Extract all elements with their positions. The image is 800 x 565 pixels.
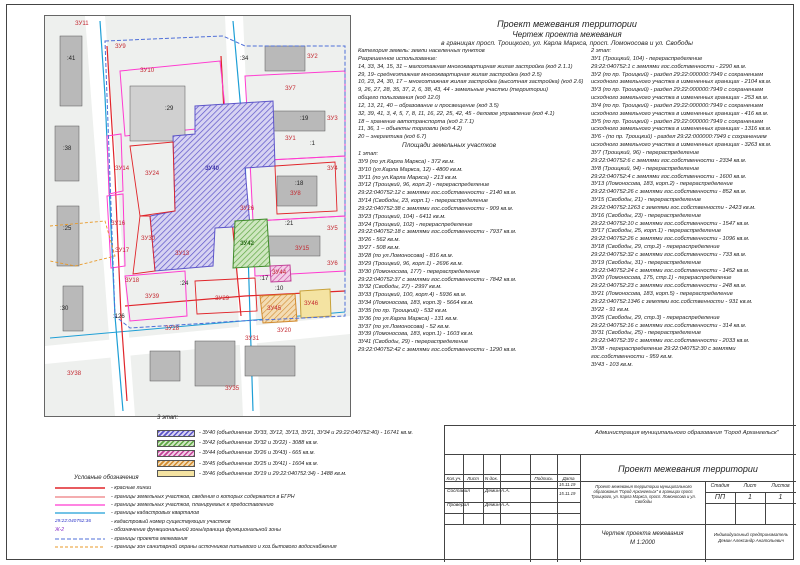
stage2-line: 29:22:040752:24 с землями гос.собственности - 1452 кв.м. xyxy=(591,267,750,274)
legend-label: - границы зон санитарной охраны источников питьевого и хоз.бытового водоснабжения xyxy=(111,543,337,550)
stage1-line: 29:22:040752:18 с землями гос.собственности - 7937 кв.м. xyxy=(358,229,517,236)
stage2-title: 2 этап: xyxy=(591,48,612,54)
stage2-line: ЗУ7 (Троицкий, 96) - перераспределение xyxy=(591,149,700,156)
map-label: :30 xyxy=(60,306,69,312)
legend-item xyxy=(55,518,337,526)
stage2-line: ЗУ43 - 103 кв.м. xyxy=(591,361,634,368)
table-header: Лист xyxy=(467,476,479,481)
stage2-line: ЗУ16 (Свободы, 23) - перераспределение xyxy=(591,212,702,219)
legend-zone-symbol: Ж-2 xyxy=(55,527,65,534)
drawing-sheet xyxy=(6,4,794,560)
legend-label: - кадастровый номер существующих участков xyxy=(111,518,231,525)
building xyxy=(265,46,305,71)
legend-label: - красные линии xyxy=(111,485,152,492)
cadastral-map[interactable] xyxy=(44,15,351,417)
map-label: :34 xyxy=(240,56,249,62)
legend-item xyxy=(55,501,337,509)
map-label: ЗУ5 xyxy=(327,226,338,232)
stage3-item xyxy=(157,428,413,438)
author: Индивидуальный предприниматель Демин Александр Анатольевич xyxy=(713,532,789,543)
map-label: ЗУ38 xyxy=(67,371,82,377)
map-label: ЗУ42 xyxy=(240,241,254,247)
stage2-line: 29:22:040752:1346 с землями гос.собственности - 931 кв.м. xyxy=(591,299,753,305)
map-label: :38 xyxy=(63,146,72,152)
map-label: ЗУ29 xyxy=(215,296,230,302)
stage1-line: ЗУ28 (по ул.Ломоносова) - 816 кв.м. xyxy=(358,252,454,259)
legend-item xyxy=(55,526,337,534)
legend-label: - границы проекта межевания xyxy=(111,535,188,542)
stage2-line: ЗУ38 - перераспределение 29:22:040752:30 с землями xyxy=(591,346,736,353)
legend-item xyxy=(55,509,337,517)
map-label: ЗУ17 xyxy=(115,248,130,254)
sheets-value: 1 xyxy=(778,494,783,501)
legend-sanitary-zone-symbol xyxy=(55,544,105,550)
stage2-line: 29:22:040752:23 с землями гос.собственности - 248 кв.м. xyxy=(591,283,747,290)
stage1-line: ЗУ41 (Свободы, 29) - перераспределение xyxy=(358,339,469,346)
stage1-line: ЗУ9 (по ул.Карла Маркса) - 372 кв.м. xyxy=(358,158,455,165)
legend-item xyxy=(55,543,337,551)
map-label: ЗУ28 xyxy=(165,326,180,332)
stage1-line: ЗУ10 (ул.Карла Маркса, 12) - 4800 кв.м. xyxy=(358,166,463,173)
legend-label: - границы земельных участков, планируемых к предоставлению xyxy=(111,501,274,508)
swatch-zu44 xyxy=(157,450,195,457)
stage2-line: ЗУ15 (Свободы, 21) - перераспределение xyxy=(591,197,702,204)
map-label: ЗУ20 xyxy=(277,328,292,334)
stage2-line: ЗУ19 (Свободы, 31) - перераспределение xyxy=(591,259,702,266)
map-label: ЗУ15 xyxy=(295,246,310,252)
map-label: :17 xyxy=(260,276,269,282)
plan-location: в границах просп. Троицкого, ул. Карла Маркса, просп. Ломоносова и ул. Свободы xyxy=(441,40,693,47)
map-label: ЗУ18 xyxy=(125,278,140,284)
map-label: ЗУ7 xyxy=(285,86,296,92)
swatch-zu40 xyxy=(157,430,195,437)
stage2-line: исходного земельного участка в измененных границах - 1316 кв.м. xyxy=(591,126,772,133)
stage2-line: ЗУ22 - 91 кв.м. xyxy=(591,306,630,313)
building xyxy=(245,346,295,376)
stage2-line: ЗУ3 (по пр. Троицкий) - раздел 29:22:000000:7949 с сохранением xyxy=(591,87,764,94)
stage2-line: 29:22:040752:4 с землями гос.собственности - 1600 кв.м. xyxy=(591,173,747,180)
project-name: Проект межевания территории xyxy=(618,464,758,474)
areas-title: Площади земельных участков xyxy=(402,142,497,149)
swatch-zu42 xyxy=(157,440,195,447)
legend-item xyxy=(55,492,337,500)
table-header: Подпись xyxy=(534,476,553,481)
checked-name: Демин А.А. xyxy=(485,503,510,508)
land-category-line: 12, 13, 21, 40 – образование и просвещение (код 3.5) xyxy=(358,102,499,109)
map-label: ЗУ26 xyxy=(240,206,255,212)
stage3-label: - ЗУ42 (объединение ЗУ32 и ЗУ22) - 3088 кв.м. xyxy=(199,440,319,447)
stage2-list xyxy=(591,48,772,370)
stage3-item xyxy=(157,459,413,469)
map-label: ЗУ6 xyxy=(327,261,338,267)
legend-cadastral-number-symbol: 29:22:040752:36 xyxy=(55,518,92,524)
legend-label: - обозначение функциональной зоны/граница функциональной зоны xyxy=(111,527,281,534)
plan-title: Проект межевания территории xyxy=(497,19,637,29)
stage2-line: гос.собственности - 959 кв.м. xyxy=(591,353,674,360)
plan-title-block xyxy=(357,19,777,47)
land-category-line: 9, 26, 27, 28, 35, 37, 2, 6, 38, 43, 44 - земельные участки (территории) xyxy=(358,87,549,94)
stage1-line: ЗУ37 (по ул.Ломоносова) - 52 кв.м. xyxy=(358,323,451,330)
stage1-line: 29:22:040752:38 с землями гос.собственности - 909 кв.м. xyxy=(358,205,514,212)
map-label: ЗУ46 xyxy=(304,301,319,307)
stage2-line: ЗУ6 - (по пр. Троицкий) - раздел 29:22:000000:7949 с сохранением xyxy=(591,134,767,141)
stage3-item xyxy=(157,469,413,479)
title-block xyxy=(444,425,796,562)
legend-item xyxy=(55,534,337,542)
land-category-line: 20 – энергетика (код 6.7) xyxy=(358,134,427,141)
building xyxy=(55,126,79,181)
stage2-line: ЗУ4 (по пр. Троицкий) - раздел 29:22:000000:7949 с сохранением xyxy=(591,102,764,109)
organization-name: Администрация муниципального образования "Город Архангельск" xyxy=(595,430,779,436)
stage3-item xyxy=(157,438,413,448)
stage2-line: 29:22:040752:10 с землями гос.собственности - 1547 кв.м. xyxy=(591,220,750,227)
stage1-line: ЗУ11 (по ул.Карла Маркса) - 213 кв.м. xyxy=(358,174,458,181)
map-label: ЗУ1 xyxy=(285,136,296,142)
stage2-line: ЗУ25 (Свободы, 29, стр.3) - перераспределение xyxy=(591,314,720,321)
map-label: :126 xyxy=(113,314,125,320)
plan-subtitle: Чертеж проекта межевания xyxy=(512,30,622,39)
table-header: Дата xyxy=(562,476,575,481)
stage2-line: 29:22:040752:39 с землями гос.собственности - 2033 кв.м. xyxy=(591,338,750,345)
stage1-line: ЗУ39 (Ломоносова, 183, корп.1) - 1603 кв.м. xyxy=(358,331,474,338)
stage1-line: ЗУ34 (Ломоносова, 183, корп.3) - 5664 кв.м. xyxy=(358,300,474,307)
map-label: ЗУ2 xyxy=(307,54,318,60)
stage2-line: исходного земельного участка в измененных границах - 253 кв.м. xyxy=(591,95,769,102)
stage-value: ПП xyxy=(714,494,726,501)
stage3-label: - ЗУ46 (объединение ЗУ19 и 29:22:040752:34) - 1488 кв.м. xyxy=(199,470,347,477)
swatch-zu45 xyxy=(157,460,195,467)
map-label: ЗУ30 xyxy=(141,236,156,242)
checked-label: Проверил xyxy=(447,503,469,508)
stage1-line: ЗУ27 - 508 кв.м. xyxy=(358,245,401,252)
stage2-line: 29:22:040752:26 с землями гос.собственности - 1096 кв.м. xyxy=(591,236,750,243)
stage1-line: ЗУ23 (Троицкий, 104) - 6411 кв.м. xyxy=(358,213,446,220)
legend-red-line-symbol xyxy=(55,485,105,491)
map-label: :25 xyxy=(63,226,72,232)
legend-planned-boundary-symbol xyxy=(55,502,105,508)
stage1-line: ЗУ24 (Троицкий, 102) - перераспределение xyxy=(358,221,473,228)
stage1-line: ЗУ32 (Свободы, 27) - 2997 кв.м. xyxy=(358,284,442,291)
legend-label: - границы земельных участков, сведения о которых содержатся в ЕГРН xyxy=(111,493,295,500)
map-label: :41 xyxy=(67,56,76,62)
map-label: ЗУ14 xyxy=(115,166,130,172)
stage2-line: исходного земельного участка в измененных границах - 2104 кв.м. xyxy=(591,79,772,86)
stage1-line: ЗУ36 (по ул.Карла Маркса) - 131 кв.м. xyxy=(358,315,459,322)
map-label: ЗУ11 xyxy=(75,21,89,27)
map-label: :1 xyxy=(310,141,316,147)
building xyxy=(195,341,235,386)
compiled-label: Составил xyxy=(447,489,471,494)
map-label: ЗУ35 xyxy=(225,386,240,392)
stage1-line: ЗУ26 - 562 кв.м. xyxy=(358,237,401,244)
stage2-line: исходного земельного участка в измененных границах - 416 кв.м. xyxy=(591,110,769,117)
stage2-line: 29:22:040752:32 с землями гос.собственности - 733 кв.м. xyxy=(591,251,747,258)
stage1-line: ЗУ35 (по пр. Троицкий) - 532 кв.м. xyxy=(358,307,448,314)
legend-quarter-boundary-symbol xyxy=(55,510,105,516)
legend-label: - границы кадастровых кварталов xyxy=(111,510,199,517)
compiled-name: Демин А.А. xyxy=(485,489,510,494)
compiled-date: 15.11.19 xyxy=(559,482,576,487)
map-label: ЗУ3 xyxy=(327,116,338,122)
swatch-zu46 xyxy=(157,470,195,477)
land-category-line: Категория земель: земли населенных пунктов xyxy=(358,48,485,54)
stage2-line: 29:22:040752:16 с землями гос.собственности - 314 кв.м. xyxy=(591,322,747,329)
sheet-header: Лист xyxy=(743,483,757,489)
stage2-line: 29:22:040752:1 с землями гос.собственности - 2290 кв.м. xyxy=(591,63,747,70)
stage2-line: ЗУ5 (по пр. Троицкий) - раздел 29:22:000000:7949 с сохранением xyxy=(591,118,764,125)
legend-title: Условные обозначения xyxy=(74,475,139,481)
map-label: :24 xyxy=(180,281,189,287)
stage2-line: ЗУ20 (Ломоносова, 175, стр.1) - перераспределение xyxy=(591,275,732,282)
map-label: ЗУ4 xyxy=(327,166,338,172)
stage-header: Стадия xyxy=(710,483,730,489)
map-label: ЗУ16 xyxy=(111,221,126,227)
stage2-line: ЗУ2 (по пр. Троицкий) - раздел 29:22:000000:7949 с сохранением xyxy=(591,71,764,78)
map-label: :21 xyxy=(285,221,294,227)
land-category-line: 11, 36, 1 – объекты торговли (код 4.2) xyxy=(358,126,463,133)
stage1-line: 29:22:040752:37 с землями гос.собственности - 7842 кв.м. xyxy=(358,276,517,283)
stage3-item xyxy=(157,448,413,458)
stage3-label: - ЗУ40 (объединение ЗУ33, ЗУ12, ЗУ13, ЗУ21, ЗУ34 и 29:22:040752:40) - 16741 кв.м. xyxy=(199,430,413,437)
checked-date: 15.11.19 xyxy=(559,491,576,496)
stage2-line: ЗУ31 (Свободы, 25) - перераспределение xyxy=(591,330,702,337)
stage2-line: 29:22:040752:26 с землями гос.собственности - 852 кв.м. xyxy=(591,189,747,196)
land-category-line: 14, 33, 34, 15, 31 – малоэтажная многоквартирная жилая застройка (код 2.1.1) xyxy=(358,63,573,70)
building xyxy=(270,111,325,131)
stage2-line: 29:22:040752:1263 с землями гос.собственности - 2423 кв.м. xyxy=(591,204,756,211)
legend-item xyxy=(55,484,337,492)
stage3-title: 3 этап: xyxy=(157,415,179,421)
map-label: :18 xyxy=(295,181,304,187)
project-description: Проект межевания территории муниципального образования "Город Архангельск" в границах просп. Троицкого, ул. Карла Маркса, просп. Ломоносова и ул. Свободы xyxy=(591,484,696,504)
drawing-name: Чертеж проекта межевания xyxy=(601,531,684,537)
map-label: :10 xyxy=(275,286,284,292)
table-header: N док. xyxy=(484,476,499,481)
stage2-line: ЗУ21 (Ломоносова, 183, корп.5) - перераспределение xyxy=(591,291,733,298)
map-label: ЗУ9 xyxy=(115,44,126,50)
legend xyxy=(55,484,337,551)
sheets-header: Листов xyxy=(771,483,790,489)
legend-project-boundary-symbol xyxy=(55,536,105,542)
stage2-line: ЗУ13 (Ломоносова, 183, корп.2) - перераспределение xyxy=(591,181,733,188)
stage1-line: ЗУ30 (Ломоносова, 177) - перераспределение xyxy=(358,268,480,275)
stage1-line: 29:22:040752:42 с землями гос.собственности - 1290 кв.м. xyxy=(358,347,517,354)
building xyxy=(150,351,180,381)
stage1-line: ЗУ12 (Троицкий, 96, корп.2) - перераспределение xyxy=(358,182,490,189)
stage3-label: - ЗУ44 (объединение ЗУ26 и ЗУ43) - 665 кв.м. xyxy=(199,450,316,457)
map-label: ЗУ31 xyxy=(245,336,260,342)
stage1-list xyxy=(358,151,516,355)
map-label: ЗУ24 xyxy=(145,171,160,177)
building xyxy=(60,36,82,106)
land-category-line: общего пользования (код 12.0) xyxy=(358,95,441,102)
stage2-line: ЗУ1 (Троицкий, 104) - перераспределение xyxy=(591,55,703,62)
land-category-line: Разрешенное использование: xyxy=(358,55,438,62)
legend-egrn-boundary-symbol xyxy=(55,494,105,500)
land-category-line: 10, 23, 24, 30, 17 – многоэтажная жилая застройка (высотная застройка) (код 2.6) xyxy=(358,79,584,86)
map-label: ЗУ10 xyxy=(140,68,155,74)
map-label: ЗУ39 xyxy=(145,294,160,300)
table-header: Кол.уч. xyxy=(446,476,462,481)
stage3-list xyxy=(157,428,413,479)
stage1-line: ЗУ29 (Троицкий, 96, корп.1) - 2696 кв.м. xyxy=(358,260,464,267)
map-canvas xyxy=(45,16,350,416)
map-label: :29 xyxy=(165,106,174,112)
drawing-scale: М 1:2000 xyxy=(629,540,656,546)
map-label: ЗУ8 xyxy=(290,191,301,197)
building xyxy=(130,86,185,141)
land-category xyxy=(358,48,583,142)
stage1-line: ЗУ33 (Троицкий, 100, корп.4) - 5936 кв.м. xyxy=(358,292,467,299)
stage1-line: ЗУ14 (Свободы, 23, корп.1) - перераспределение xyxy=(358,198,489,205)
stage2-line: ЗУ8 (Троицкий, 94) - перераспределение xyxy=(591,165,700,172)
map-label: ЗУ45 xyxy=(267,306,282,312)
stage2-line: 29:22:040752:6 с землями гос.собственности - 2334 кв.м. xyxy=(591,157,747,164)
stage2-line: ЗУ18 (Свободы, 29, стр.2) - перераспределение xyxy=(591,244,720,251)
stage2-line: исходного земельного участка в измененных границах - 3263 кв.м. xyxy=(591,142,772,149)
stage1-line: 29:22:040752:12 с землями гос.собственности - 2140 кв.м. xyxy=(358,190,517,197)
stage3-label: - ЗУ45 (объединение ЗУ25 и ЗУ41) - 1604 кв.м. xyxy=(199,460,319,467)
building xyxy=(57,206,79,266)
land-category-line: 29, 19- среднеэтажная многоквартирная жилая застройка (код 2.5) xyxy=(358,71,542,78)
stage1-title: 1 этап: xyxy=(358,151,379,157)
land-category-line: 32, 39, 41, 3, 4, 5, 7, 8, 11, 16, 22, 25, 42, 45 - деловое управление (код 4.1) xyxy=(358,110,555,117)
sheet-value: 1 xyxy=(748,494,752,501)
map-label: ЗУ13 xyxy=(175,251,190,257)
stage2-line: ЗУ17 (Свободы, 25, корп.1) - перераспределение xyxy=(591,228,722,235)
map-label: :19 xyxy=(300,116,309,122)
land-category-line: 18 – хранение автотранспорта (код 2.7.1) xyxy=(358,118,474,125)
map-label: ЗУ44 xyxy=(272,270,287,276)
map-label: ЗУ40 xyxy=(205,166,219,172)
